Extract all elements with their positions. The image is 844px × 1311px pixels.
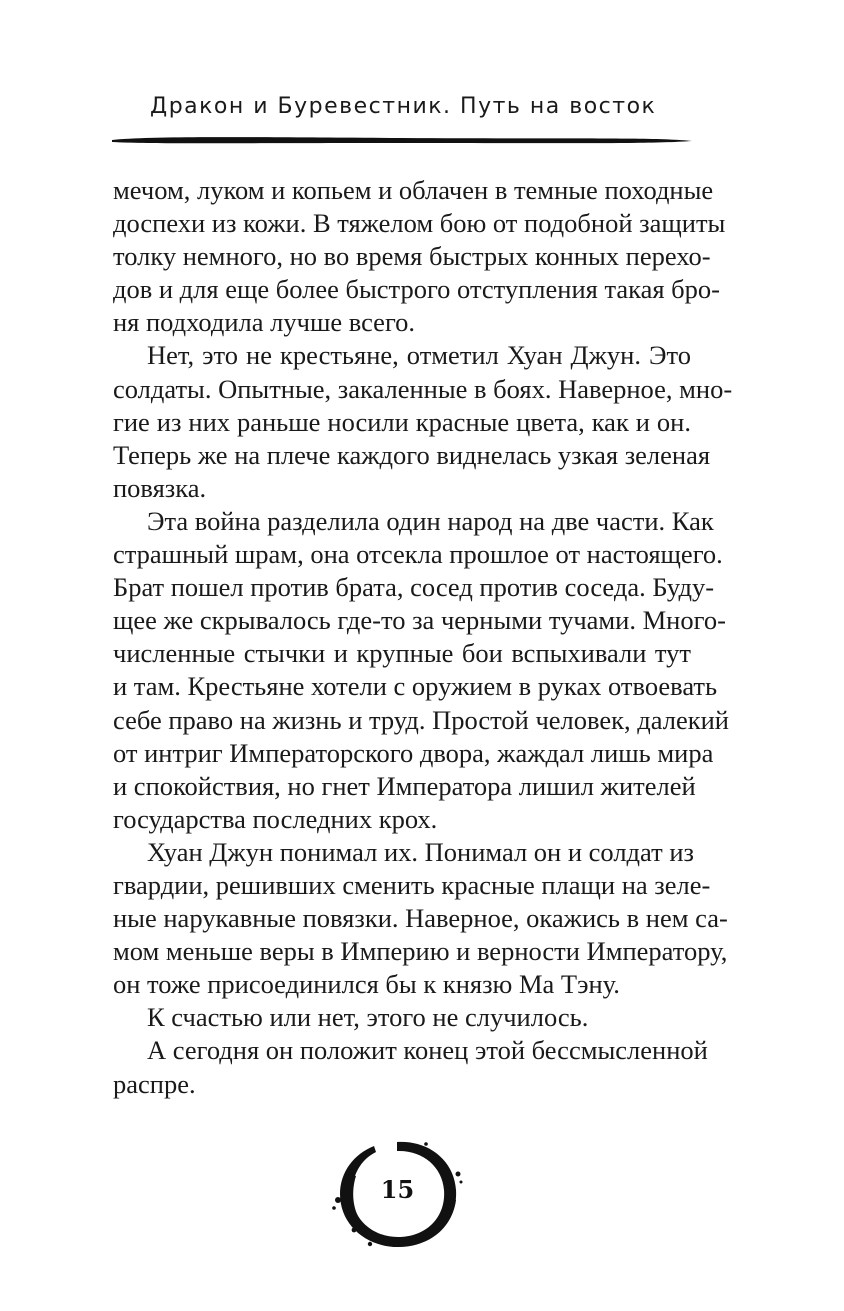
text-line: солдаты. Опытные, закаленные в боях. Наверное, мно- [113, 373, 733, 404]
body-text [113, 174, 733, 1101]
text-line: мом меньше веры в Империю и верности Императору, [113, 936, 728, 967]
text-line: государства последних крох. [113, 803, 438, 834]
text-line: Хуан Джун понимал их. Понимал он и солдат из [147, 836, 694, 867]
paragraph-1 [113, 174, 726, 339]
page-number-ornament [330, 1134, 465, 1254]
text-line: от интриг Императорского двора, жаждал лишь мира [113, 737, 714, 768]
header-rule [112, 134, 692, 146]
paragraph-6 [113, 1034, 708, 1100]
text-line: и там. Крестьяне хотели с оружием в руках отвоевать [113, 671, 718, 702]
paragraph-2 [113, 339, 733, 504]
text-line: А сегодня он положит конец этой бессмысленной [147, 1035, 708, 1066]
text-line: Теперь же на плече каждого виднелась узкая зеленая [113, 439, 711, 470]
text-line: дов и для еще более быстрого отступления такая бро- [113, 274, 720, 305]
paragraph-4 [113, 836, 728, 1001]
text-line: повязка. [113, 472, 207, 503]
text-line: толку немного, но во время быстрых конных перехо- [113, 241, 711, 272]
text-line: Брат пошел против брата, сосед против соседа. Буду- [113, 572, 715, 603]
text-line: численные стычки и крупные бои вспыхивали тут [113, 638, 691, 669]
text-line: страшный шрам, она отсекла прошлое от настоящего. [113, 539, 723, 570]
text-line: доспехи из кожи. В тяжелом бою от подобной защиты [113, 208, 726, 239]
text-line: себе право на жизнь и труд. Простой человек, далекий [113, 704, 729, 735]
text-line: мечом, луком и копьем и облачен в темные походные [113, 175, 714, 205]
text-line: ные нарукавные повязки. Наверное, окажись в нем са- [113, 903, 728, 934]
page-number: 15 [380, 1175, 415, 1204]
text-line: и спокойствия, но гнет Императора лишил жителей [113, 770, 696, 801]
text-line: распре. [113, 1068, 196, 1099]
paragraph-5 [113, 1001, 691, 1034]
running-head: Дракон и Буревестник. Путь на восток [150, 94, 657, 119]
text-line: Эта война разделила один народ на две части. Как [147, 505, 714, 536]
text-line: Нет, это не крестьяне, отметил Хуан Джун. Это [147, 340, 691, 371]
paragraph-3 [113, 505, 729, 836]
text-line: щее же скрывалось где-то за черными тучами. Много- [113, 605, 726, 636]
text-line: он тоже присоединился бы к князю Ма Тэну. [113, 969, 620, 1000]
text-line: гие из них раньше носили красные цвета, как и он. [113, 406, 691, 437]
text-line: ня подходила лучше всего. [113, 307, 416, 338]
text-line: К счастью или нет, этого не случилось. [147, 1002, 589, 1033]
text-line: гвардии, решивших сменить красные плащи на зеле- [113, 869, 711, 900]
